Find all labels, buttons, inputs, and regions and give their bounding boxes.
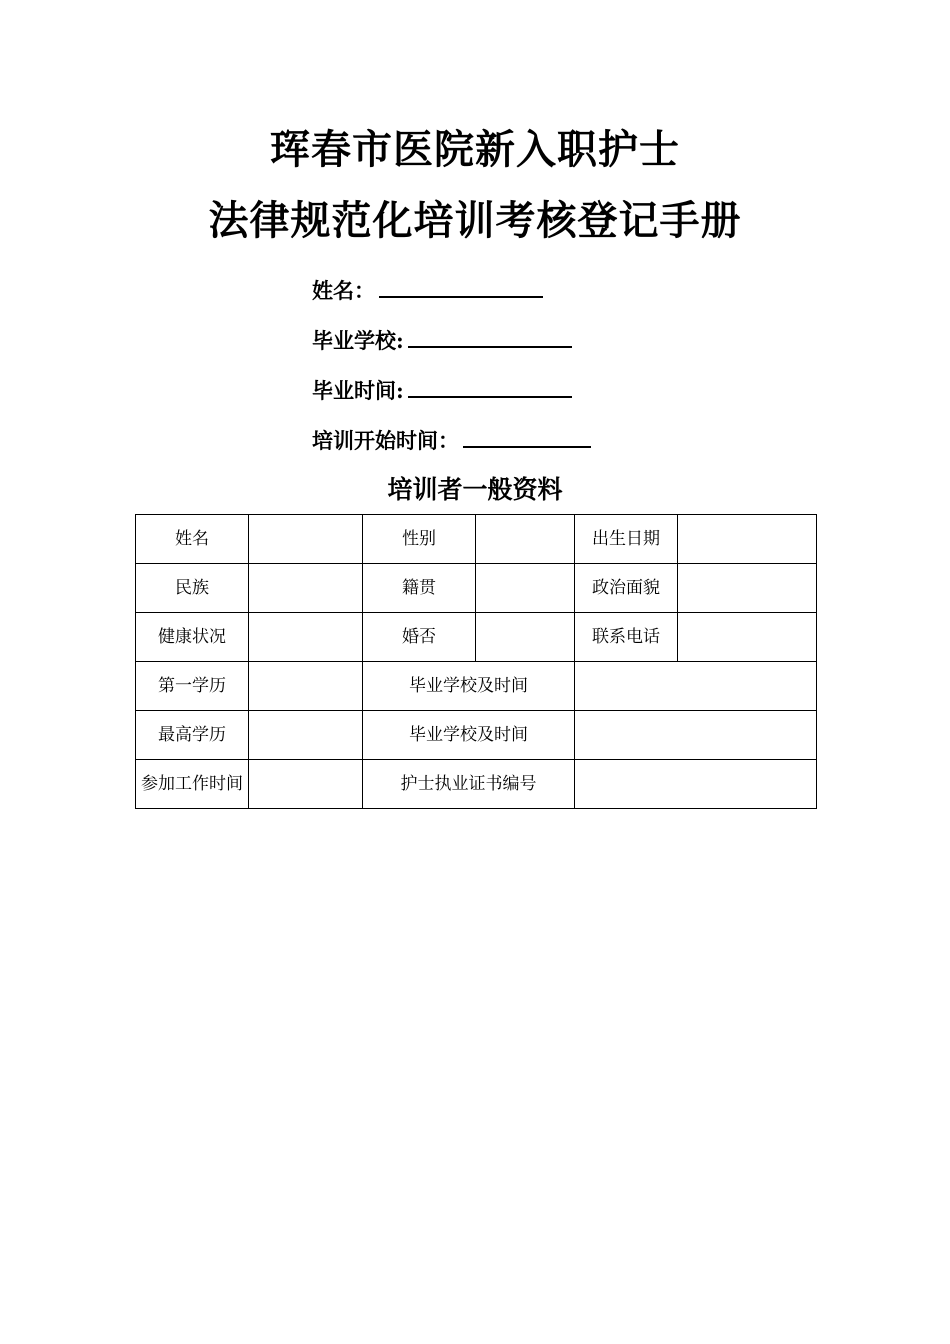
table-label-cell: 性别 <box>363 515 476 564</box>
train-start-field-label: 培训开始时间： <box>312 428 459 453</box>
table-input-cell[interactable] <box>575 711 817 760</box>
table-input-cell[interactable] <box>476 515 575 564</box>
table-input-cell[interactable] <box>249 711 363 760</box>
table-input-cell[interactable] <box>476 613 575 662</box>
table-label-cell: 政治面貌 <box>575 564 678 613</box>
document-title-line-2: 法律规范化培训考核登记手册 <box>208 197 742 244</box>
school-field-label: 毕业学校: <box>312 328 404 353</box>
table-input-cell[interactable] <box>476 564 575 613</box>
table-label-cell: 民族 <box>136 564 249 613</box>
table-input-cell[interactable] <box>249 564 363 613</box>
train-start-field-blank[interactable] <box>463 426 591 448</box>
table-label-cell: 婚否 <box>363 613 476 662</box>
table-row <box>136 760 817 809</box>
table-label-cell: 最高学历 <box>136 711 249 760</box>
table-label-cell: 护士执业证书编号 <box>363 760 575 809</box>
table-label-cell: 参加工作时间 <box>136 760 249 809</box>
table-row <box>136 662 817 711</box>
grad-time-field-row <box>312 376 572 405</box>
table-input-cell[interactable] <box>575 760 817 809</box>
school-field-blank[interactable] <box>408 326 572 348</box>
table-label-cell: 毕业学校及时间 <box>363 662 575 711</box>
table-input-cell[interactable] <box>249 613 363 662</box>
train-start-field-row <box>312 426 591 455</box>
grad-time-field-label: 毕业时间: <box>312 378 404 403</box>
table-label-cell: 出生日期 <box>575 515 678 564</box>
table-row <box>136 613 817 662</box>
table-label-cell: 健康状况 <box>136 613 249 662</box>
table-label-cell: 毕业学校及时间 <box>363 711 575 760</box>
grad-time-field-blank[interactable] <box>408 376 572 398</box>
school-field-row <box>312 326 572 355</box>
section-title: 培训者一般资料 <box>387 475 563 504</box>
table-input-cell[interactable] <box>678 613 817 662</box>
table-input-cell[interactable] <box>678 564 817 613</box>
table-label-cell: 籍贯 <box>363 564 476 613</box>
table-row <box>136 515 817 564</box>
name-field-row <box>312 276 543 305</box>
table-input-cell[interactable] <box>249 760 363 809</box>
document-title-line-1: 珲春市医院新入职护士 <box>270 126 680 173</box>
name-field-label: 姓名： <box>312 278 375 303</box>
table-input-cell[interactable] <box>249 662 363 711</box>
table-input-cell[interactable] <box>249 515 363 564</box>
table-row <box>136 711 817 760</box>
table-input-cell[interactable] <box>678 515 817 564</box>
trainee-info-table <box>135 514 817 809</box>
table-input-cell[interactable] <box>575 662 817 711</box>
table-label-cell: 联系电话 <box>575 613 678 662</box>
table-row <box>136 564 817 613</box>
name-field-blank[interactable] <box>379 276 543 298</box>
table-label-cell: 第一学历 <box>136 662 249 711</box>
table-label-cell: 姓名 <box>136 515 249 564</box>
